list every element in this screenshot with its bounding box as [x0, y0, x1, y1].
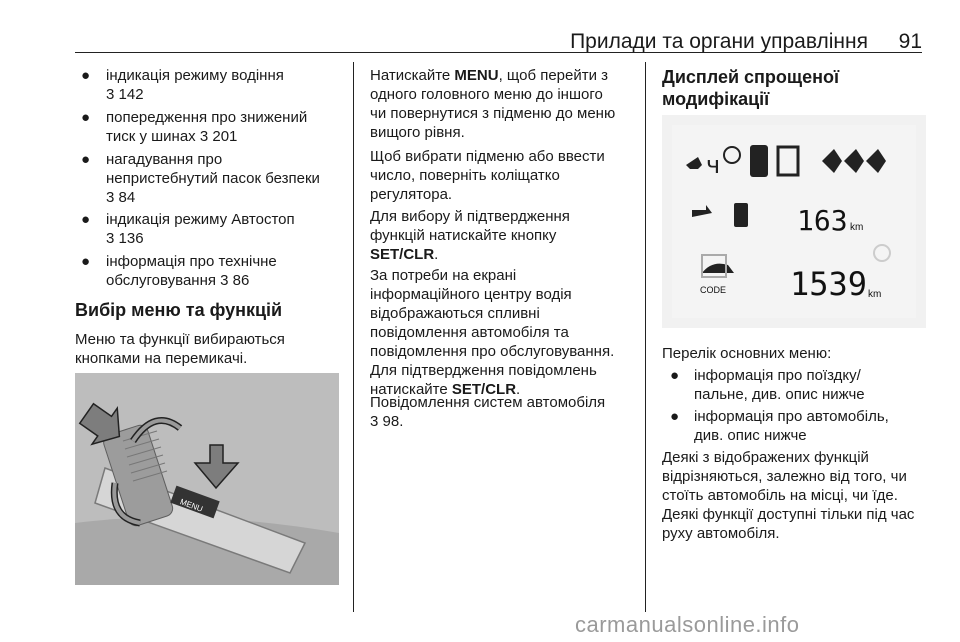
simplified-display-image: [662, 115, 926, 328]
paragraph: Деякі з відображених функцій відрізняються, залежно від того, чи стоїть автомобіль на місці, чи їде. Деякі функції доступні тільки під час руху автомобіля.: [662, 449, 915, 542]
section-heading: Вибір меню та функцій: [75, 300, 283, 320]
steering-stalk-image: [75, 373, 339, 585]
list-item: індикація режиму Автостоп 3 136: [106, 211, 295, 247]
section-heading: Дисплей спрощеної модифікації: [662, 67, 840, 109]
odometer-total-unit: km: [868, 289, 882, 300]
odometer-trip: 163: [797, 204, 848, 237]
bullet-dot: ●: [81, 67, 91, 84]
paragraph: Перелік основних меню:: [662, 345, 832, 362]
list-item: інформація про автомобіль, див. опис нижче: [694, 408, 889, 444]
column-divider: [645, 62, 646, 612]
list-item: нагадування про непристебнутий пасок безпеки 3 84: [106, 151, 320, 206]
header-title: Прилади та органи управління: [570, 30, 868, 53]
list-item: індикація режиму водіння 3 142: [106, 67, 284, 103]
stalk-illustration: [75, 373, 339, 585]
bullet-dot: ●: [81, 253, 91, 270]
paragraph: За потреби на екрані інформаційного центру водія відображаються спливні повідомлення автомобіля та повідомлення про обслуговування. Для підтвердження повідомлень натискайте SET/CLR.: [370, 267, 615, 398]
bullet-dot: ●: [81, 211, 91, 228]
column-divider: [353, 62, 354, 612]
instrument-display: [662, 115, 926, 328]
bullet-dot: ●: [81, 151, 91, 168]
code-label: CODE: [700, 285, 727, 295]
odometer-total: 1539: [790, 265, 868, 303]
list-item: інформація про технічне обслуговування 3 86: [106, 253, 277, 289]
page-number: 91: [898, 30, 922, 53]
paragraph: Повідомлення систем автомобіля 3 98.: [370, 394, 606, 430]
list-item: попередження про знижений тиск у шинах 3 201: [106, 109, 308, 145]
menu-button-label: MENU: [178, 497, 204, 514]
bullet-dot: ●: [670, 408, 680, 425]
list-item: інформація про поїздку/ пальне, див. опис нижче: [694, 367, 865, 403]
paragraph: Щоб вибрати підменю або ввести число, поверніть коліщатко регулятора.: [370, 148, 605, 203]
paragraph: Для вибору й підтвердження функцій натискайте кнопку SET/CLR.: [370, 208, 570, 263]
bullet-dot: ●: [670, 367, 680, 384]
bullet-dot: ●: [81, 109, 91, 126]
paragraph: Натискайте MENU, щоб перейти з одного головного меню до іншого чи повернутися з підменю до меню вищого рівня.: [370, 67, 616, 141]
header-rule: [75, 52, 922, 53]
odometer-trip-unit: km: [850, 222, 864, 233]
footer-watermark: carmanualsonline.info: [575, 612, 800, 637]
svg-text:ч: ч: [706, 151, 721, 179]
paragraph: Меню та функції вибираються кнопками на перемикачі.: [75, 331, 285, 367]
